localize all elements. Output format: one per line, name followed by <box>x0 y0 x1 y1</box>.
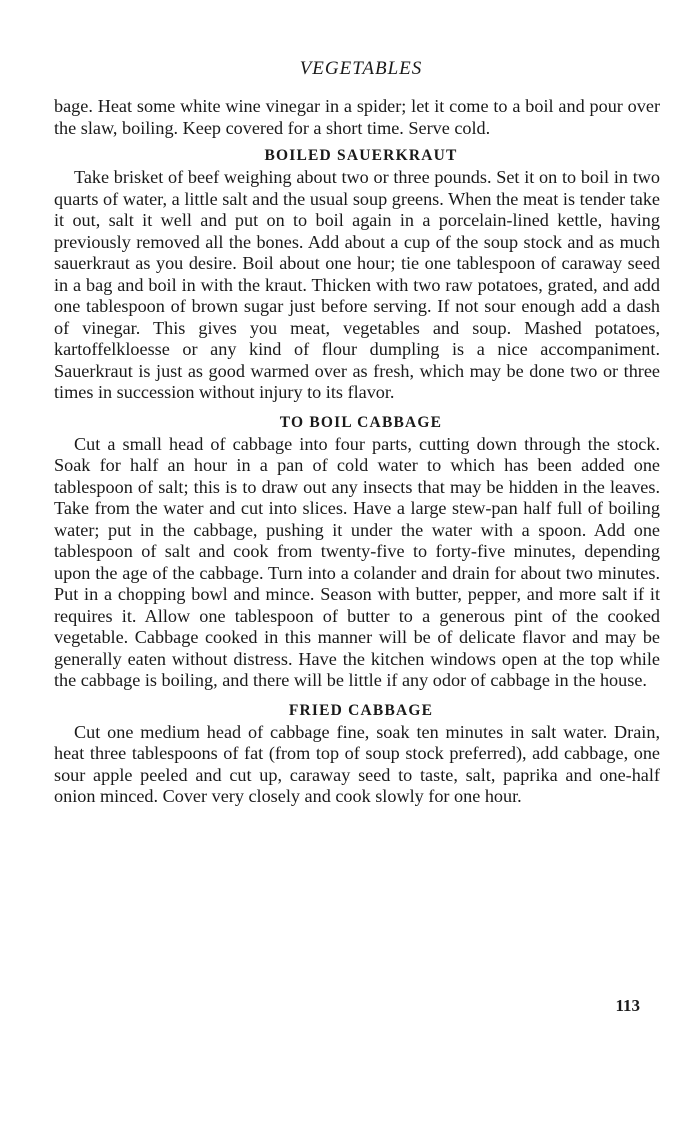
section-title-boiled-sauerkraut: BOILED SAUERKRAUT <box>264 147 458 164</box>
section-body-to-boil-cabbage: Cut a small head of cabbage into four parts, cutting down through the stock. Soak for half an hour in a pan of cold water to which has been added one tablespoon of salt; this is to draw out any insects that may be hidden in the leaves. Take from the water and cut into slices. Have a large stew-pan half full of boiling water; put in the cabbage, pushing it under the water with a spoon. Add one tablespoon of salt and cook from twenty-five to forty-five minutes, depending upon the age of the cabbage. Turn into a colander and drain for about two minutes. Put in a chopping bowl and mince. Season with butter, pepper, and more salt if it requires it. Allow one tablespoon of butter to a generous pint of the cooked vegetable. Cabbage cooked in this manner will be of delicate flavor and may be generally eaten without distress. Have the kitchen windows open at the top while the cabbage is boiling, and there will be little if any odor of cabbage in the house. <box>54 433 660 690</box>
running-head: VEGETABLES <box>299 58 423 79</box>
section-body-fried-cabbage: Cut one medium head of cabbage fine, soak ten minutes in salt water. Drain, heat three tablespoons of fat (from top of soup stock preferred), add cabbage, one sour apple peeled and cut up, caraway seed to taste, salt, paprika and one-half onion minced. Cover very closely and cook slowly for one hour. <box>54 721 660 806</box>
page <box>54 58 660 808</box>
section-title-to-boil-cabbage: TO BOIL CABBAGE <box>279 413 443 431</box>
section-title-fried-cabbage: FRIED CABBAGE <box>288 701 434 719</box>
intro-paragraph: bage. Heat some white wine vinegar in a spider; let it come to a boil and pour over the slaw, boiling. Keep covered for a short time. Serve cold. <box>54 96 660 138</box>
page-number: 113 <box>615 996 640 1015</box>
section-body-boiled-sauerkraut: Take brisket of beef weighing about two or three pounds. Set it on to boil in two quarts of water, a little salt and the usual soup greens. When the meat is tender take it out, salt it well and put on to boil again in a porcelain-lined kettle, having previously removed all the bones. Add about a cup of the soup stock and as much sauerkraut as you desire. Boil about one hour; tie one tablespoon of caraway seed in a bag and boil in with the kraut. Thicken with two raw potatoes, grated, and add one tablespoon of brown sugar just before serving. If not sour enough add a dash of vinegar. This gives you meat, vegetables and soup. Mashed potatoes, kartoffelkloesse or any kind of flour dumpling is a nice accompaniment. Sauerkraut is just as good warmed over as fresh, which may be done two or three times in succession without injury to its flavor. <box>54 167 660 402</box>
